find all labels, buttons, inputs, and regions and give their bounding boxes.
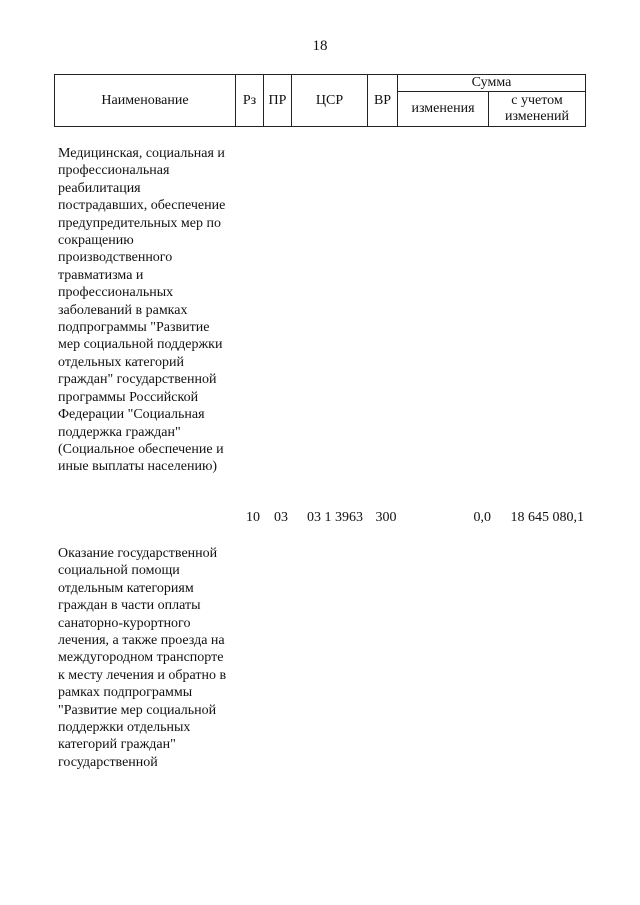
header-rz: Рз xyxy=(236,75,264,127)
header-name: Наименование xyxy=(55,75,236,127)
row-csr: 03 1 3963 xyxy=(307,510,363,525)
page-number: 18 xyxy=(312,38,328,54)
row-change: 0,0 xyxy=(473,510,491,525)
row-name: Оказание государственной социальной помощи отдельным категориям граждан в части оплаты санаторно-курортного лечения, а также проезда на междугородном транспорте к месту лечения и обратно в рамках подпрограммы "Развитие мер социальной поддержки отдельных категорий граждан" государственной xyxy=(58,546,227,770)
header-change: изменения xyxy=(398,92,489,127)
header-csr: ЦСР xyxy=(292,75,368,127)
row-vr: 300 xyxy=(375,510,397,525)
header-vr: ВР xyxy=(368,75,398,127)
header-pr: ПР xyxy=(264,75,292,127)
row-pr: 03 xyxy=(274,510,288,525)
row-rz: 10 xyxy=(246,510,260,525)
header-with-changes: с учетом изменений xyxy=(489,92,586,127)
budget-table-header xyxy=(54,74,586,127)
header-sum: Сумма xyxy=(398,75,586,92)
row-name: Медицинская, социальная и профессиональная реабилитация пострадавших, обеспечение предупредительных мер по сокращению производственного травматизма и профессиональных заболеваний в рамках подпрограммы "Развитие мер социальной поддержки отдельных категорий граждан" государственной программы Российской Федерации "Социальная поддержка граждан" (Социальное обеспечение и иные выплаты населению) xyxy=(58,146,226,475)
row-total: 18 645 080,1 xyxy=(510,510,584,525)
